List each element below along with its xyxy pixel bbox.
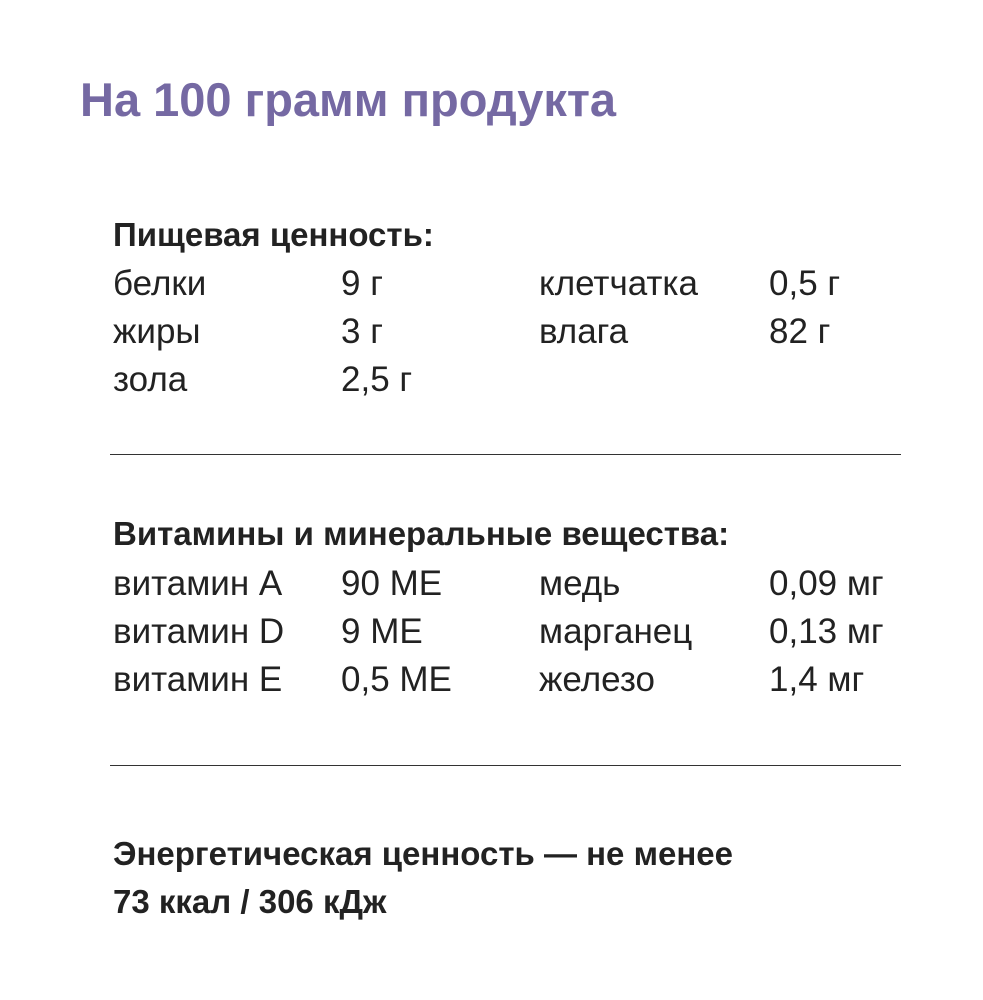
vitamin-value-e: 0,5 МЕ [341,660,452,699]
energy-line-2: 73 ккал / 306 кДж [113,882,387,920]
nutrient-name-protein: белки [113,264,207,303]
nutrient-name-fiber: клетчатка [539,264,698,303]
mineral-name-manganese: марганец [539,612,693,651]
energy-value [113,830,733,926]
energy-line-1: Энергетическая ценность — не менее [113,835,733,872]
nutrition-heading: Пищевая ценность: [113,216,434,253]
page-title: На 100 грамм продукта [80,73,617,126]
section-divider [110,454,901,455]
nutrient-name-ash: зола [113,360,188,399]
nutrient-name-fat: жиры [113,312,201,351]
vitamin-value-a: 90 МЕ [341,564,443,603]
vitamin-name-d: витамин D [113,612,285,651]
nutrient-name-moisture: влага [539,312,629,351]
nutrient-value-fat: 3 г [341,312,383,351]
mineral-value-manganese: 0,13 мг [769,612,884,651]
mineral-name-iron: железо [539,660,655,699]
nutrient-value-ash: 2,5 г [341,360,413,399]
vitamin-value-d: 9 МЕ [341,612,423,651]
nutrient-value-fiber: 0,5 г [769,264,841,303]
nutrient-value-moisture: 82 г [769,312,831,351]
section-divider [110,765,901,766]
mineral-value-copper: 0,09 мг [769,564,884,603]
vitamins-heading: Витамины и минеральные вещества: [113,515,730,552]
vitamin-name-a: витамин A [113,564,283,603]
mineral-value-iron: 1,4 мг [769,660,865,699]
vitamin-name-e: витамин E [113,660,283,699]
nutrient-value-protein: 9 г [341,264,383,303]
mineral-name-copper: медь [539,564,621,603]
